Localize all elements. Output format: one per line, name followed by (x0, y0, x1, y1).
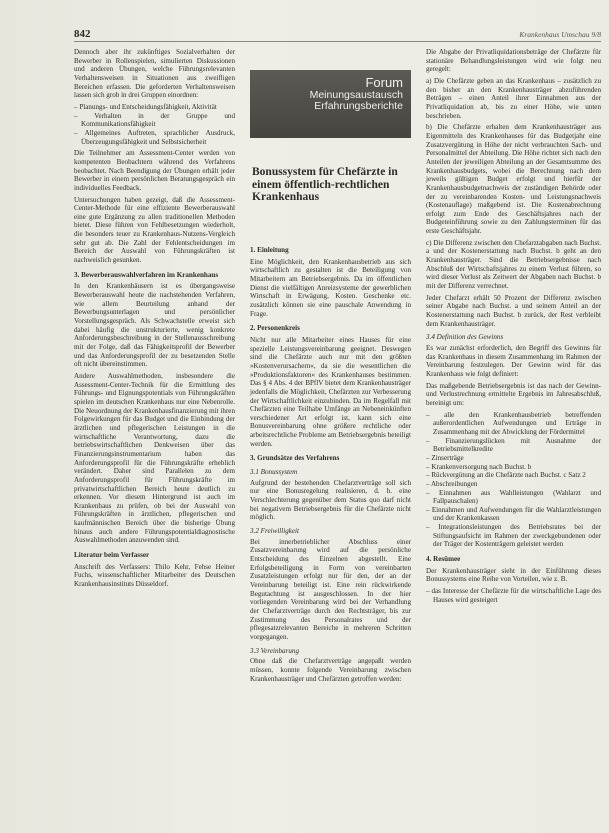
list-item: – Finanzierungslücken mit Ausnahme der Betriebsmittelkredite (433, 437, 601, 454)
paragraph: Es war zunächst erforderlich, den Begriff des Gewinns für das Krankenhaus in diesem Zusammenhang im Rahmen der Vereinbarung festzulegen. Der Gewinn wird für das Krankenhaus wie folgt definiert: (426, 344, 601, 378)
list-item: – Einnahmen und Aufwendungen für die Wahlarztleistungen und der Krankenkassen (433, 506, 601, 523)
bullet-list (426, 587, 601, 604)
paragraph: c) Die Differenz zwischen den Chefarztabgaben nach Buchst. a und der Kostenerstattung nach Buchst. b geht an den Krankenhausträger. Sind die Betriebsergebnisse nach Abschluß der Wirtschaftsjahres zu einem Verlust führen, so wird dieser Verlust als Zeitwert der Abgaben nach Buchst. b mit der Differenz verrechnet. (426, 238, 601, 291)
paragraph: b) Die Chefärzte erhalten dem Krankenhausträger aus Eigenmitteln des Krankenhauses für das Budgetjahr eine Zusatzvergütung in Höhe der nicht verbrauchten Sach- und Personalmittel der Abteilung. Die Höhe richtet sich nach den Anteilen der jeweiligen Abteilung an der Gesamtsumme des Krankenhausbudgets, wobei die Berechnung nach dem jeweils gültigen Budget erfolgt und hierfür der Krankenhausbudgetnachweis der zuständigen Behörde oder der zu vereinbarenden Kosten- und Leistungsnachweis (Kostenauflage) maßgebend ist. Die Kostenabrechnung erfolgt zum Ende des Geschäftsjahres nach der Budgeteinführung sowie zu den Zahlungsterminen für das erste Geschäftsjahr. (426, 123, 601, 236)
column-left (74, 48, 235, 592)
article-title: Bonussystem für Chefärzte in einem öffentlich-rechtlichen Krankenhaus (252, 166, 398, 203)
paragraph: Jeder Chefarzt erhält 50 Prozent der Differenz zwischen seiner Abgabe nach Buchst. a und seinem Anteil an der Kostenerstattung nach Buchst. b zurück, der Rest verbleibt dem Krankenhausträger. (426, 293, 601, 328)
page-number: 842 (74, 28, 91, 40)
section-heading: 2. Personenkreis (250, 324, 300, 333)
paragraph: In den Krankenhäusern ist es übergangsweise Bewerberauswahl heute die nachstehenden Verfahren, wie allem Beurteilung anhand der Bewerbungsunterlagen und persönlicher Vorstellungsgespräch. Als Schwachstelle erweist sich dabei häufig die unstrukturierte, wenig konkrete Anforderungsbeschreibung in der Stellenausschreibung mit der Folge, daß das Fähigkeitsprofil der Bewerber und das Anforderungsprofil der zu besetzenden Stelle oft nicht übereinstimmen. (74, 282, 235, 369)
header-rule (74, 41, 601, 42)
paragraph: Die Abgabe der Privatliquidationsbeträge der Chefärzte für stationäre Behandlungsleistungen wird wie folgt neu geregelt: (426, 48, 601, 74)
section-heading: 3. Bewerberauswahlverfahren im Krankenhaus (74, 270, 219, 279)
list-item: – Krankenversorgung nach Buchst. b (433, 463, 601, 472)
paragraph: Die Teilnehmer am Assessment-Center werden von kompetenten Beobachtern während des Verfahrens beobachtet. Nach Beendigung der Übungen erhält jeder Bewerber in einem persönlichen Beratungsgespräch ein individuelles Feedback. (74, 149, 235, 192)
paragraph: Das maßgebende Betriebsergebnis ist das nach der Gewinn- und Verlustrechnung ermittelte Ergebnis im Jahresabschluß, bereinigt um: (426, 381, 601, 407)
literature-heading: Literatur beim Verfasser (74, 551, 150, 560)
section-heading: 3. Grundsätze des Verfahrens (250, 454, 340, 463)
forum-subtitle: Meinungsaustausch (309, 89, 403, 101)
paragraph: Untersuchungen haben gezeigt, daß die Assessment-Center-Methode für eine effiziente Bewerberauswahl eine gute Ergänzung zu allen traditionellen Methoden bietet. Diese führen von Fehlbesetzungen wiederholt, die besonders teuer zu Krankenhaus-Nutzens-Vergleich sehr gut ab. Die Zahl der Fehlentscheidungen im Bereich der Auswahl von Führungskräften ist nachweislich gesunken. (74, 195, 235, 265)
author-address: Anschrift des Verfassers: Thilo Kehr, Fehse Heiner Fuchs, wissenschaftlicher Mitarbeiter des Deutschen Krankenhausinstituts Düsseldorf. (74, 562, 235, 589)
column-right (426, 48, 601, 607)
list-item: – Verhalten in der Gruppe und Kommunikationsfähigkeit (81, 112, 235, 129)
subsection-heading: 3.1 Bonussystem (250, 468, 298, 477)
paragraph: Dennoch aber ihr zukünftiges Sozialverhalten der Bewerber in Rollenspielen, simulierten Diskussionen und anderen Übungen, welche Führungsrelevanten Verhaltensweisen in Situationen aus zweifligen Bereichen erfassen. Die geforderten Verhaltensweisen lassen sich grob in drei Gruppen einordnen: (74, 48, 235, 100)
column-middle (250, 240, 411, 686)
list-item: – Planungs- und Entscheidungsfähigkeit, Aktivität (81, 103, 235, 112)
list-item: – Integrationsleistungen des Betriebsrates bei der Stiftungsaufsicht im Rahmen der zweckgebundenen oder der Träger der Kostenträgern geleistet werden (433, 523, 601, 549)
section-heading: 4. Resümee (426, 555, 461, 564)
forum-banner (250, 70, 411, 138)
subsection-heading: 3.4 Definition des Gewinns (426, 333, 504, 342)
forum-title: Forum (365, 75, 403, 90)
subsection-heading: 3.3 Vereinbarung (250, 646, 299, 655)
paragraph: Der Krankenhausträger sieht in der Einführung dieses Bonussystems eine Reihe von Vorteilen, wie z. B. (426, 566, 601, 584)
bullet-list (74, 103, 235, 146)
section-heading: 1. Einleitung (250, 246, 289, 254)
forum-subtitle: Erfahrungsberichte (314, 100, 403, 112)
paragraph: Nicht nur alle Mitarbeiter eines Hauses für eine spezielle Leistungsvereinbarung geeignet. Deswegen sind die Chefärzte auch nur mit den größten »Kostenverursachern«, da sie die wesentlichen die »Produktionsfaktoren« des Krankenhauses bestimmen. Das § 4 Abs. 4 der BPflV bietet dem Krankenhausträger jedenfalls die Möglichkeit, Chefärzten zur Verbesserung der Wirtschaftlichkeit einzubinden. Da im Regelfall mit Chefärzten eine Teilhabe Umfänge an Nebeneinkünften verschiedener Art erfolgt ist, kann sich eine Bonusvereinbarung ohne größere rechtliche oder arbeitsrechtliche Probleme am Betriebsergebnis beteiligt werden. (250, 335, 411, 448)
list-item: – das Interesse der Chefärzte für die wirtschaftliche Lage des Hauses wird gesteigert (433, 587, 601, 604)
subsection-heading: 3.2 Freiwilligkeit (250, 527, 299, 536)
paragraph: Aufgrund der bestehenden Chefarztverträge soll sich nur eine Bonusregelung realisieren, d. h. eine Verschlechterung gegenüber dem Status quo darf nicht bei negativem Betriebsergebnis für die Chefärzte nicht möglich. (250, 478, 411, 522)
list-item: – alle den Krankenhausbetrieb betreffenden außerordentlichen Aufwendungen und Erträge in Zusammenhang mit der Abwicklung der Fördermittel (433, 411, 601, 437)
list-item: – Allgemeines Auftreten, sprachlicher Ausdruck, Überzeugungsfähigkeit und Selbstsicherheit (81, 129, 235, 146)
bullet-list (426, 411, 601, 550)
list-item: – Einnahmen aus Wahlleistungen (Wahlarzt und Fallpauschalen) (433, 489, 601, 506)
paragraph: Bei innerbetrieblicher Abschluss einer Zusatzvereinbarung wird auf die persönliche Entscheidung des Einzelnen abgestellt. Eine Erfolgsbeteiligung in Form von vereinbarten Zusatzleistungen erfolgt nur für den, der an der Vereinbarung beteiligt ist. Eine rein rückwirkende Begutachtung ist ausgeschlossen. In der hier vorliegenden Vereinbarung wird bei der Verhandlung der Chefarztverträge durch den Rechtsträger, bis zur Zustimmung des Personalrates und der pflegesatzrelevanten Bereiche in mehreren Schritten vorgegangen. (250, 537, 411, 641)
running-head: Krankenhaus Umschau 9/8 (519, 30, 601, 39)
paragraph: Andere Auswahlmethoden, insbesondere die Assessment-Center-Technik für die Ermittlung des Führungs- und Eignungspotentials von Führungskräften spielen im deutschen Krankenhaus nur eine Nebenrolle. Die Neuordnung der Krankenhausfinanzierung mit ihren Folgewirkungen für das Budget und die Einbindung der ärztlichen und pflegerischen Leistungen in die wirtschaftliche Verantwortung, dazu die betriebswirtschaftlichen Denkweisen über das Finanzierungsinstrumentarium haben das Anforderungsprofil für die Führungskräfte erheblich verändert. Daher sind Parallelen zu dem Anforderungsprofil für Führungskräfte im privatwirtschaftlichen Bereich heute deutlich zu erkennen. Vor diesem Hintergrund ist auch im Krankenhaus zu prüfen, ob bei der Auswahl von Führungskräften in ärztlichen, pflegerischen und kaufmännischen Bereich über die bisherige Übung hinaus auch andere Führungspotentialdiagnostische Auswahlmethoden anzuwenden sind. (74, 371, 235, 545)
paragraph: a) Die Chefärzte geben an das Krankenhaus – zusätzlich zu den bisher an den Krankenhausträger abzuführenden Beträgen – einen Anteil ihrer Einnahmen aus der Privatliquidation ab, bis zu einer Höhe, wie unten beschrieben. (426, 76, 601, 120)
list-item: – Zinserträge (433, 454, 601, 463)
paragraph: Eine Möglichkeit, den Krankenhausbetrieb aus sich wirtschaftlich zu gestalten ist die Beteiligung von Mitarbeitern am Betriebsergebnis. Da im öffentlichen Dienst die vielfältigen Anreizsysteme der gewerblichen Wirtschaft in Erwägung, Kosten. Geschenke etc. zusätzlich können sie eine pauschale Anwendung in Frage. (250, 257, 411, 318)
list-item: – Abschreibungen (433, 480, 601, 489)
list-item: – Rückvergütung an die Chefärzte nach Buchst. c Satz 2 (433, 471, 601, 480)
paragraph: Ohne daß die Chefarztverträge angepaßt werden müssen, konnte folgende Vereinbarung zwischen Krankenhausträger und Chefärzten getroffen werden: (250, 657, 411, 683)
